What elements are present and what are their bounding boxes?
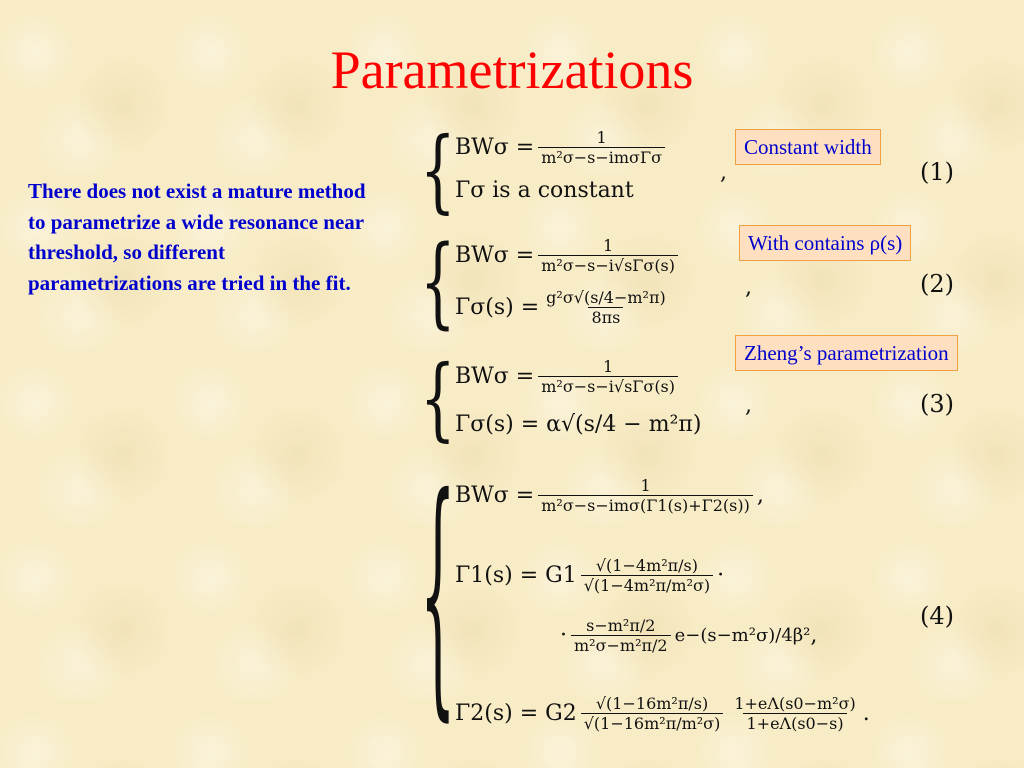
equation-3-comma: , xyxy=(745,393,752,418)
equation-2-number: (2) xyxy=(920,270,954,298)
slide-title: Parametrizations xyxy=(330,40,694,100)
equation-3-number: (3) xyxy=(920,390,954,418)
equation-4-line3-exp: e−(s−m²σ)/4β² xyxy=(674,625,811,646)
equation-2-num: 1 xyxy=(603,236,614,255)
equation-4-line4-fraction xyxy=(581,694,724,733)
equation-2-line2-fraction xyxy=(543,288,669,327)
intro-text: There does not exist a mature method to parametrize a wide resonance near threshold, so different parametrizations are tried in the fit. xyxy=(28,179,366,295)
equation-4-line3-den: m²σ−m²π/2 xyxy=(571,635,671,655)
equation-4-line3-dot: · xyxy=(560,623,567,648)
equation-4-number: (4) xyxy=(920,602,954,630)
equation-1-brace: { xyxy=(420,120,456,224)
equation-4-line3-comma: , xyxy=(810,623,818,648)
equation-1-lhs: BWσ = xyxy=(455,135,535,160)
equation-4-line2-lhs: Γ1(s) = G1 xyxy=(455,563,577,588)
equation-4-line1-comma: , xyxy=(756,483,764,508)
tag-zheng: Zheng’s parametrization xyxy=(735,335,958,371)
equation-4-line2-fraction xyxy=(581,556,713,595)
equation-2-line2-lhs: Γσ(s) = xyxy=(455,295,540,320)
equation-4-line4-fraction2 xyxy=(731,694,858,733)
equation-3-lhs: BWσ = xyxy=(455,364,535,389)
equation-4-line3-num: s−m²π/2 xyxy=(586,616,656,635)
equation-4-line2-num: √(1−4m²π/s) xyxy=(595,556,699,575)
equation-4-brace: { xyxy=(420,447,456,746)
equation-2-lhs: BWσ = xyxy=(455,243,535,268)
equation-1-num: 1 xyxy=(596,128,607,147)
equation-4-line2-den: √(1−4m²π/m²σ) xyxy=(581,575,713,595)
equation-2-line2-den: 8πs xyxy=(588,307,623,327)
equation-2-brace: { xyxy=(420,226,456,340)
equation-2-fraction xyxy=(538,236,678,275)
equation-4-line3-fraction xyxy=(571,616,671,655)
equation-4-num: 1 xyxy=(640,476,651,495)
equation-1-den: m²σ−s−imσΓσ xyxy=(538,147,665,167)
equation-1-comma: , xyxy=(720,160,727,185)
equation-4-line4-den: √(1−16m²π/m²σ) xyxy=(581,713,724,733)
equation-4-den: m²σ−s−imσ(Γ1(s)+Γ2(s)) xyxy=(538,495,753,515)
equation-1-number: (1) xyxy=(920,158,954,186)
equation-3-brace: { xyxy=(420,348,456,452)
tag-rho-width: With contains ρ(s) xyxy=(739,225,911,261)
equation-2-den: m²σ−s−i√sΓσ(s) xyxy=(538,255,678,275)
equation-4-line2-dot: · xyxy=(717,563,725,588)
tag-constant-width: Constant width xyxy=(735,129,881,165)
equation-4-line4-num2: 1+eΛ(s0−m²σ) xyxy=(734,694,856,713)
equation-2-line2-num: g²σ√(s/4−m²π) xyxy=(546,288,666,307)
equation-2-comma: , xyxy=(745,275,752,300)
equation-3-line2: Γσ(s) = α√(s/4 − m²π) xyxy=(455,412,702,437)
equation-4-lhs: BWσ = xyxy=(455,483,535,508)
equation-4-fraction xyxy=(538,476,753,515)
equation-1-fraction xyxy=(538,128,665,167)
equation-4-line4-den2: 1+eΛ(s0−s) xyxy=(743,713,846,733)
equation-3-fraction xyxy=(538,357,678,396)
equation-4-line4-lhs: Γ2(s) = G2 xyxy=(455,701,577,726)
equation-3-den: m²σ−s−i√sΓσ(s) xyxy=(538,376,678,396)
equation-3-num: 1 xyxy=(603,357,614,376)
equation-1-line2: Γσ is a constant xyxy=(455,178,634,203)
equation-4-line4-period: . xyxy=(862,701,870,726)
equation-4-line4-num: √(1−16m²π/s) xyxy=(595,694,709,713)
